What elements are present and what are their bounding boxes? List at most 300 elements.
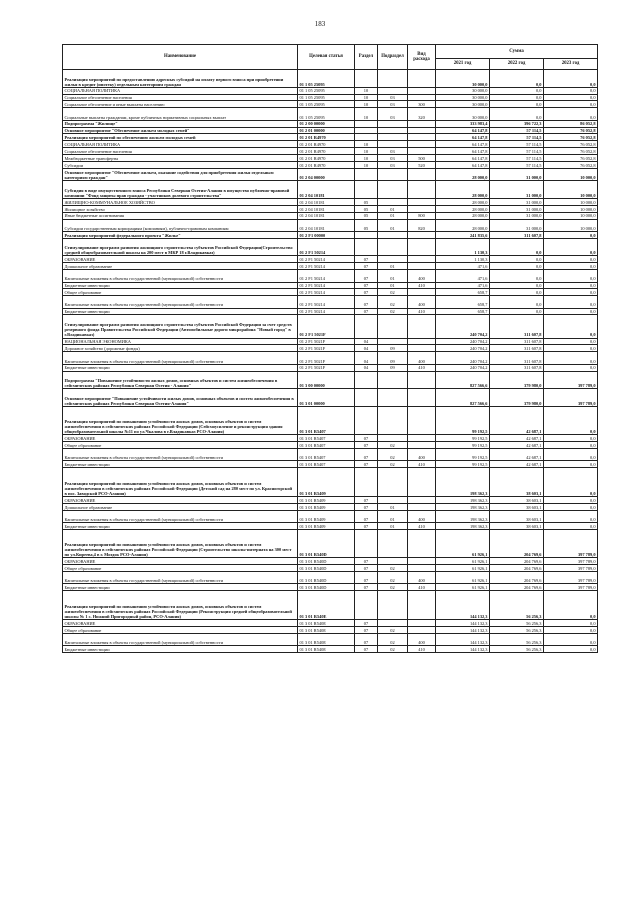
row-subsection: 02 xyxy=(378,461,408,468)
row-sum-2023: 0,0 xyxy=(544,633,598,645)
row-target-code: 01 3 01 R5407 xyxy=(298,449,355,461)
row-name: Реализация мероприятий по повышению устойчивости жилых домов, основных объектов и систем жизнеобеспечения в сейсмических районах Российской Федерации (Детский сад на 280 мест по ул. Красногорской в пос. Заводской РСО-Алания) xyxy=(63,468,298,497)
row-exp-type xyxy=(408,389,436,407)
row-subsection: 09 xyxy=(378,345,408,352)
row-subsection: 03 xyxy=(378,155,408,162)
row-sum-2022: 204 769,6 xyxy=(490,584,544,591)
row-exp-type xyxy=(408,442,436,449)
row-sum-2021: 30 000,0 xyxy=(436,108,490,120)
table-row xyxy=(63,308,598,315)
page-number: 183 xyxy=(314,20,326,28)
row-sum-2023: 76 052,8 xyxy=(544,127,598,134)
table-row xyxy=(63,591,598,620)
row-sum-2021: 64 147,8 xyxy=(436,148,490,155)
row-sum-2023: 0,0 xyxy=(544,496,598,503)
row-target-code: 01 2 F1 50214 xyxy=(298,238,355,256)
row-sum-2021: 240 704,2 xyxy=(436,352,490,364)
row-sum-2021: 198 362,3 xyxy=(436,496,490,503)
row-sum-2022: 379 980,0 xyxy=(490,389,544,407)
row-subsection xyxy=(378,134,408,141)
row-sum-2021: 658,7 xyxy=(436,289,490,296)
row-name: Капитальные вложения в объекты государственной (муниципальной) собственности xyxy=(63,270,298,282)
row-sum-2022: 311 607,8 xyxy=(490,315,544,338)
row-section: 07 xyxy=(355,558,378,565)
row-section: 07 xyxy=(355,565,378,572)
row-sum-2022: 204 769,6 xyxy=(490,558,544,565)
row-exp-type: 820 xyxy=(408,219,436,231)
row-subsection: 02 xyxy=(378,308,408,315)
row-sum-2021: 198 362,3 xyxy=(436,522,490,529)
row-sum-2023: 397 789,0 xyxy=(544,584,598,591)
row-sum-2023: 0,0 xyxy=(544,296,598,308)
table-row xyxy=(63,231,598,238)
row-name: Субсидия в виде имущественного взноса Республики Северная Осетия-Алания в имущество публично-правовой компании "Фонд защиты прав граждан - участников долевого строительства" xyxy=(63,181,298,199)
row-sum-2021: 827 566,6 xyxy=(436,389,490,407)
row-name: Капитальные вложения в объекты государственной (муниципальной) собственности xyxy=(63,572,298,584)
row-exp-type xyxy=(408,134,436,141)
row-section: 07 xyxy=(355,645,378,652)
row-sum-2023: 397 789,0 xyxy=(544,572,598,584)
row-name: СОЦИАЛЬНАЯ ПОЛИТИКА xyxy=(63,141,298,148)
row-section xyxy=(355,120,378,127)
row-sum-2023: 0,0 xyxy=(544,468,598,497)
row-target-code: 01 3 01 R540E xyxy=(298,645,355,652)
row-name: Реализация мероприятий по предоставлению адресных субсидий на оплату первого взноса при приобретении жилья в кредит (ипотеку) отдельным категориям граждан xyxy=(63,70,298,88)
row-subsection xyxy=(378,435,408,442)
row-name: Реализация мероприятий по повышению устойчивости жилых домов, основных объектов и систем жизнеобеспечения в сейсмических районах Российской Федерации (Строительство школы-интерната на 300 мест по ул.Киреева,4 в г. Моздок РСО-Алания) xyxy=(63,529,298,558)
row-exp-type xyxy=(408,503,436,510)
row-name: Межбюджетные трансферты xyxy=(63,155,298,162)
row-sum-2021: 99 192,5 xyxy=(436,442,490,449)
table-row xyxy=(63,256,598,263)
row-sum-2022: 311 607,8 xyxy=(490,364,544,371)
row-section xyxy=(355,231,378,238)
row-sum-2021: 658,7 xyxy=(436,296,490,308)
row-name: ОБРАЗОВАНИЕ xyxy=(63,619,298,626)
row-sum-2021: 240 704,2 xyxy=(436,345,490,352)
row-name: Дошкольное образование xyxy=(63,263,298,270)
row-subsection xyxy=(378,256,408,263)
row-sum-2023: 0,0 xyxy=(544,256,598,263)
table-row xyxy=(63,584,598,591)
row-sum-2022: 42 687,1 xyxy=(490,435,544,442)
row-subsection: 01 xyxy=(378,219,408,231)
row-section: 07 xyxy=(355,584,378,591)
row-sum-2022: 0,0 xyxy=(490,101,544,108)
row-section: 10 xyxy=(355,101,378,108)
table-row xyxy=(63,633,598,645)
row-section: 04 xyxy=(355,345,378,352)
row-section: 07 xyxy=(355,308,378,315)
row-name: Бюджетные инвестиции xyxy=(63,308,298,315)
row-sum-2021: 198 362,3 xyxy=(436,510,490,522)
row-name: Реализация мероприятий по повышению устойчивости жилых домов, основных объектов и систем жизнеобеспечения в сейсмических районах Российской Федерации (Реконструкция средней общеобразовательной школы № 1 с. Нижний Пригородный район, РСО-Алания) xyxy=(63,591,298,620)
row-exp-type: 400 xyxy=(408,449,436,461)
row-target-code: 01 2 F1 00000 xyxy=(298,231,355,238)
row-sum-2021: 658,7 xyxy=(436,308,490,315)
row-section xyxy=(355,529,378,558)
row-sum-2021: 28 000,0 xyxy=(436,219,490,231)
row-sum-2022: 57 114,5 xyxy=(490,141,544,148)
row-subsection: 02 xyxy=(378,572,408,584)
row-sum-2023: 397 789,0 xyxy=(544,389,598,407)
row-subsection: 01 xyxy=(378,503,408,510)
row-sum-2022: 0,0 xyxy=(490,87,544,94)
row-sum-2022: 31 000,0 xyxy=(490,205,544,212)
table-row xyxy=(63,389,598,407)
table-row xyxy=(63,510,598,522)
row-subsection: 02 xyxy=(378,296,408,308)
row-sum-2023: 76 052,8 xyxy=(544,148,598,155)
row-target-code: 01 2 F1 5021F xyxy=(298,364,355,371)
col-header-exp-type: Вид расхода xyxy=(408,45,436,70)
row-exp-type: 400 xyxy=(408,510,436,522)
row-sum-2023: 0,0 xyxy=(544,94,598,101)
row-sum-2022: 396 722,3 xyxy=(490,120,544,127)
row-section: 07 xyxy=(355,496,378,503)
row-exp-type xyxy=(408,468,436,497)
row-section xyxy=(355,389,378,407)
table-row xyxy=(63,296,598,308)
table-row xyxy=(63,442,598,449)
col-header-2023: 2023 год xyxy=(544,59,598,70)
row-subsection xyxy=(378,87,408,94)
row-exp-type xyxy=(408,141,436,148)
table-row xyxy=(63,315,598,338)
table-row xyxy=(63,87,598,94)
row-exp-type: 500 xyxy=(408,155,436,162)
row-section: 07 xyxy=(355,633,378,645)
row-exp-type: 410 xyxy=(408,364,436,371)
row-sum-2022: 311 607,8 xyxy=(490,231,544,238)
row-subsection: 02 xyxy=(378,633,408,645)
row-sum-2021: 28 000,0 xyxy=(436,212,490,219)
table-row xyxy=(63,558,598,565)
table-row xyxy=(63,435,598,442)
row-sum-2023: 0,0 xyxy=(544,510,598,522)
row-target-code: 01 2 01 R4970 xyxy=(298,155,355,162)
row-sum-2023: 0,0 xyxy=(544,238,598,256)
table-row xyxy=(63,461,598,468)
row-sum-2022: 0,0 xyxy=(490,256,544,263)
row-section: 07 xyxy=(355,289,378,296)
row-sum-2023: 76 052,8 xyxy=(544,155,598,162)
row-sum-2023: 397 789,0 xyxy=(544,371,598,389)
row-target-code: 01 3 01 R5409 xyxy=(298,503,355,510)
row-target-code: 01 3 01 R5409 xyxy=(298,510,355,522)
row-target-code: 01 3 01 R540D xyxy=(298,572,355,584)
row-section: 07 xyxy=(355,510,378,522)
row-subsection: 01 xyxy=(378,212,408,219)
table-row xyxy=(63,70,598,88)
row-section: 07 xyxy=(355,270,378,282)
row-sum-2022: 42 687,1 xyxy=(490,461,544,468)
row-section: 10 xyxy=(355,87,378,94)
row-sum-2023: 0,0 xyxy=(544,231,598,238)
row-sum-2022: 57 114,5 xyxy=(490,162,544,169)
row-sum-2023: 10 000,0 xyxy=(544,198,598,205)
row-name: Общее образование xyxy=(63,626,298,633)
row-sum-2022: 56 256,3 xyxy=(490,619,544,626)
row-subsection: 03 xyxy=(378,94,408,101)
row-sum-2022: 311 607,8 xyxy=(490,345,544,352)
row-name: Капитальные вложения в объекты государственной (муниципальной) собственности xyxy=(63,633,298,645)
row-sum-2021: 144 132,3 xyxy=(436,626,490,633)
row-name: Основное мероприятие "Обеспечение жильем молодых семей" xyxy=(63,127,298,134)
row-sum-2023: 0,0 xyxy=(544,449,598,461)
row-target-code: 01 3 01 R540D xyxy=(298,584,355,591)
row-sum-2021: 28 000,0 xyxy=(436,168,490,180)
row-subsection: 02 xyxy=(378,626,408,633)
row-target-code: 01 2 F1 5021F xyxy=(298,338,355,345)
row-sum-2021: 144 132,3 xyxy=(436,645,490,652)
row-exp-type: 400 xyxy=(408,572,436,584)
row-sum-2021: 61 926,1 xyxy=(436,558,490,565)
table-row xyxy=(63,619,598,626)
row-name: ОБРАЗОВАНИЕ xyxy=(63,256,298,263)
row-name: Бюджетные инвестиции xyxy=(63,364,298,371)
table-row xyxy=(63,449,598,461)
row-section: 04 xyxy=(355,352,378,364)
row-exp-type xyxy=(408,168,436,180)
row-exp-type xyxy=(408,120,436,127)
row-target-code: 01 3 01 R540D xyxy=(298,529,355,558)
row-section: 05 xyxy=(355,205,378,212)
row-target-code: 01 2 F1 50214 xyxy=(298,270,355,282)
table-row xyxy=(63,565,598,572)
row-sum-2022: 0,0 xyxy=(490,238,544,256)
row-sum-2021: 240 704,2 xyxy=(436,315,490,338)
row-subsection: 01 xyxy=(378,510,408,522)
row-exp-type xyxy=(408,338,436,345)
col-header-sums: Сумма xyxy=(436,45,598,59)
row-target-code: 01 2 04 00000 xyxy=(298,168,355,180)
row-exp-type: 300 xyxy=(408,101,436,108)
row-sum-2023: 0,0 xyxy=(544,70,598,88)
table-row xyxy=(63,371,598,389)
row-subsection xyxy=(378,181,408,199)
row-sum-2022: 57 114,5 xyxy=(490,134,544,141)
row-name: Общее образование xyxy=(63,442,298,449)
row-section: 07 xyxy=(355,435,378,442)
header-row xyxy=(63,45,598,59)
row-section xyxy=(355,406,378,435)
col-header-subsection: Подраздел xyxy=(378,45,408,70)
row-sum-2023: 0,0 xyxy=(544,406,598,435)
row-exp-type xyxy=(408,406,436,435)
row-name: Стимулирование программ развития жилищного строительства субъектов Российской Федерации(Строительство средней общеобразовательной школы на 200 мест в МКР 18 г.Владикавказ) xyxy=(63,238,298,256)
row-name: Реализация мероприятий по повышению устойчивости жилых домов, основных объектов и систем жизнеобеспечения в сейсмических районах Российской Федерации (Сейсмоусиление и реконструкция здания общеобразовательной школы №11 по ул.Чкалова в г.Владикавказ РСО-Алания) xyxy=(63,406,298,435)
row-section: 07 xyxy=(355,503,378,510)
row-section xyxy=(355,181,378,199)
row-exp-type: 410 xyxy=(408,461,436,468)
table-row xyxy=(63,496,598,503)
row-sum-2023: 0,0 xyxy=(544,338,598,345)
row-subsection: 09 xyxy=(378,364,408,371)
row-name: Капитальные вложения в объекты государственной (муниципальной) собственности xyxy=(63,352,298,364)
row-section xyxy=(355,134,378,141)
row-sum-2021: 61 926,1 xyxy=(436,572,490,584)
row-name: Капитальные вложения в объекты государственной (муниципальной) собственности xyxy=(63,296,298,308)
row-exp-type: 800 xyxy=(408,212,436,219)
row-sum-2021: 827 566,6 xyxy=(436,371,490,389)
row-exp-type: 410 xyxy=(408,308,436,315)
row-name: Социальные выплаты гражданам, кроме публичных нормативных социальных выплат xyxy=(63,108,298,120)
row-sum-2021: 99 192,5 xyxy=(436,435,490,442)
row-subsection: 03 xyxy=(378,101,408,108)
row-target-code: 01 3 01 R540E xyxy=(298,619,355,626)
table-row xyxy=(63,181,598,199)
row-sum-2022: 0,0 xyxy=(490,70,544,88)
row-sum-2023: 10 000,0 xyxy=(544,205,598,212)
row-sum-2022: 42 687,1 xyxy=(490,406,544,435)
row-sum-2022: 31 000,0 xyxy=(490,181,544,199)
row-exp-type xyxy=(408,70,436,88)
row-exp-type xyxy=(408,256,436,263)
row-sum-2021: 144 132,3 xyxy=(436,619,490,626)
row-sum-2022: 0,0 xyxy=(490,289,544,296)
row-sum-2023: 0,0 xyxy=(544,263,598,270)
row-sum-2022: 0,0 xyxy=(490,282,544,289)
table-row xyxy=(63,212,598,219)
row-sum-2021: 1 130,3 xyxy=(436,256,490,263)
row-section: 10 xyxy=(355,94,378,101)
row-subsection: 01 xyxy=(378,522,408,529)
table-row xyxy=(63,626,598,633)
row-target-code: 01 1 05 25095 xyxy=(298,87,355,94)
row-name: Жилищное хозяйство xyxy=(63,205,298,212)
row-name: Иные бюджетные ассигнования xyxy=(63,212,298,219)
row-sum-2021: 99 192,5 xyxy=(436,449,490,461)
row-exp-type xyxy=(408,371,436,389)
row-name: ОБРАЗОВАНИЕ xyxy=(63,435,298,442)
row-sum-2022: 56 256,3 xyxy=(490,591,544,620)
row-sum-2021: 64 147,8 xyxy=(436,155,490,162)
row-section: 05 xyxy=(355,198,378,205)
row-section: 07 xyxy=(355,442,378,449)
row-sum-2021: 28 000,0 xyxy=(436,198,490,205)
row-target-code: 01 3 01 R540E xyxy=(298,591,355,620)
table-row xyxy=(63,101,598,108)
row-section: 07 xyxy=(355,572,378,584)
row-target-code: 01 3 01 R5409 xyxy=(298,496,355,503)
row-sum-2023: 0,0 xyxy=(544,308,598,315)
row-sum-2023: 10 000,0 xyxy=(544,212,598,219)
row-sum-2021: 198 362,3 xyxy=(436,468,490,497)
row-sum-2022: 0,0 xyxy=(490,108,544,120)
table-row xyxy=(63,364,598,371)
row-exp-type xyxy=(408,345,436,352)
row-sum-2023: 0,0 xyxy=(544,87,598,94)
row-name: ОБРАЗОВАНИЕ xyxy=(63,496,298,503)
row-sum-2022: 56 256,3 xyxy=(490,626,544,633)
row-target-code: 01 2 F1 5021F xyxy=(298,345,355,352)
row-section: 05 xyxy=(355,212,378,219)
row-sum-2022: 0,0 xyxy=(490,263,544,270)
row-sum-2021: 61 926,1 xyxy=(436,584,490,591)
row-name: Капитальные вложения в объекты государственной (муниципальной) собственности xyxy=(63,449,298,461)
row-subsection xyxy=(378,127,408,134)
row-name: Дошкольное образование xyxy=(63,503,298,510)
table-row xyxy=(63,148,598,155)
table-row xyxy=(63,162,598,169)
row-sum-2022: 57 114,5 xyxy=(490,148,544,155)
row-sum-2021: 144 132,3 xyxy=(436,591,490,620)
row-sum-2023: 0,0 xyxy=(544,435,598,442)
row-exp-type xyxy=(408,558,436,565)
row-name: Социальное обеспечение населения xyxy=(63,94,298,101)
col-header-2022: 2022 год xyxy=(490,59,544,70)
row-sum-2022: 38 603,1 xyxy=(490,468,544,497)
table-row xyxy=(63,238,598,256)
row-exp-type: 520 xyxy=(408,162,436,169)
table-row xyxy=(63,120,598,127)
row-sum-2023: 0,0 xyxy=(544,591,598,620)
row-name: Стимулирование программ развития жилищного строительства субъектов Российской Федерации за счет средств резервного фонда Правительства Российской Федерации (Автомобильные дороги микрорайона "Новый город" в г.Владикавказ) xyxy=(63,315,298,338)
table-row xyxy=(63,522,598,529)
row-target-code: 01 3 01 R5407 xyxy=(298,461,355,468)
row-sum-2021: 99 192,5 xyxy=(436,461,490,468)
row-subsection: 02 xyxy=(378,289,408,296)
table-row xyxy=(63,282,598,289)
row-name: Субсидии xyxy=(63,162,298,169)
row-name: Капитальные вложения в объекты государственной (муниципальной) собственности xyxy=(63,510,298,522)
row-subsection: 01 xyxy=(378,263,408,270)
table-row xyxy=(63,345,598,352)
row-sum-2021: 28 000,0 xyxy=(436,181,490,199)
row-section: 10 xyxy=(355,155,378,162)
row-subsection: 02 xyxy=(378,645,408,652)
row-sum-2023: 0,0 xyxy=(544,626,598,633)
row-section: 10 xyxy=(355,108,378,120)
row-name: Общее образование xyxy=(63,289,298,296)
row-section: 07 xyxy=(355,461,378,468)
row-sum-2021: 99 192,5 xyxy=(436,406,490,435)
row-target-code: 01 3 01 R5407 xyxy=(298,435,355,442)
row-exp-type: 400 xyxy=(408,633,436,645)
row-exp-type: 410 xyxy=(408,522,436,529)
row-subsection: 02 xyxy=(378,449,408,461)
row-exp-type xyxy=(408,565,436,572)
row-sum-2022: 31 000,0 xyxy=(490,212,544,219)
row-sum-2021: 64 147,8 xyxy=(436,141,490,148)
row-name: Бюджетные инвестиции xyxy=(63,282,298,289)
row-target-code: 01 1 05 25095 xyxy=(298,70,355,88)
row-sum-2021: 30 000,0 xyxy=(436,87,490,94)
row-section xyxy=(355,127,378,134)
row-name: СОЦИАЛЬНАЯ ПОЛИТИКА xyxy=(63,87,298,94)
row-sum-2021: 61 926,1 xyxy=(436,565,490,572)
row-target-code: 01 3 01 R540E xyxy=(298,633,355,645)
row-exp-type xyxy=(408,127,436,134)
row-subsection xyxy=(378,619,408,626)
row-subsection xyxy=(378,141,408,148)
row-target-code: 01 3 01 R5409 xyxy=(298,468,355,497)
row-sum-2023: 0,0 xyxy=(544,315,598,338)
row-sum-2023: 0,0 xyxy=(544,108,598,120)
row-target-code: 01 3 01 R5409 xyxy=(298,522,355,529)
table-row xyxy=(63,168,598,180)
row-sum-2023: 10 000,0 xyxy=(544,181,598,199)
row-sum-2021: 333 983,4 xyxy=(436,120,490,127)
row-sum-2023: 76 052,8 xyxy=(544,134,598,141)
row-subsection: 02 xyxy=(378,442,408,449)
row-section: 07 xyxy=(355,449,378,461)
row-sum-2021: 471,6 xyxy=(436,270,490,282)
col-header-section: Раздел xyxy=(355,45,378,70)
row-target-code: 01 2 F1 5021F xyxy=(298,315,355,338)
row-exp-type xyxy=(408,238,436,256)
